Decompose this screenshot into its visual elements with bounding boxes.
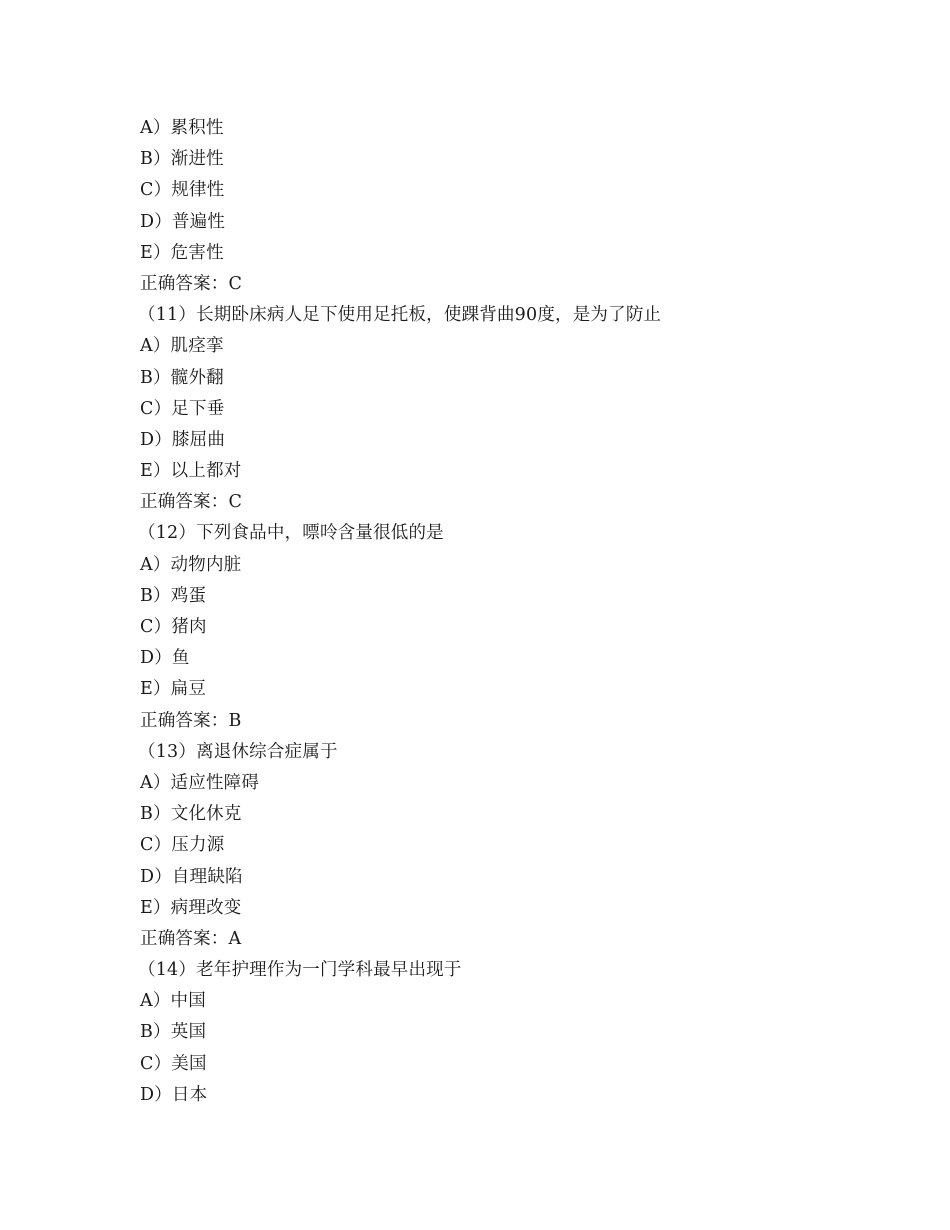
option-line: B）文化休克 <box>140 804 242 825</box>
option-line: A）适应性障碍 <box>140 772 260 793</box>
question-list <box>140 113 860 1111</box>
option-line: B）髋外翻 <box>140 367 224 388</box>
option-line: C）猪肉 <box>140 617 207 637</box>
option-line: D）膝屈曲 <box>140 429 226 450</box>
question-line: （13）离退休综合症属于 <box>138 741 338 762</box>
option-line: A）中国 <box>140 991 206 1012</box>
option-line: A）肌痉挛 <box>140 336 224 357</box>
option-line: C）足下垂 <box>140 398 225 419</box>
answer-line: 正确答案：A <box>140 928 242 949</box>
option-line: C）美国 <box>140 1053 207 1074</box>
option-line: B）英国 <box>140 1022 207 1043</box>
option-line: E）病理改变 <box>140 897 242 918</box>
question-line: （12）下列食品中，嘌呤含量很低的是 <box>138 523 444 544</box>
answer-line: 正确答案：C <box>140 273 243 294</box>
question-line: （14）老年护理作为一门学科最早出现于 <box>138 960 462 981</box>
answer-line: 正确答案：C <box>140 492 243 513</box>
option-line: B）渐进性 <box>140 149 224 170</box>
question-line: （11）长期卧床病人足下使用足托板，使踝背曲90度，是为了防止 <box>138 305 662 326</box>
option-line: E）危害性 <box>140 242 224 263</box>
option-line: E）扁豆 <box>140 679 207 700</box>
option-line: D）自理缺陷 <box>140 866 243 887</box>
option-line: C）压力源 <box>140 835 225 856</box>
option-line: D）日本 <box>140 1084 208 1105</box>
option-line: B）鸡蛋 <box>140 585 207 606</box>
option-line: D）普遍性 <box>140 211 226 232</box>
option-line: C）规律性 <box>140 180 225 201</box>
option-line: E）以上都对 <box>140 461 242 482</box>
option-line: A）动物内脏 <box>140 554 242 575</box>
option-line: D）鱼 <box>140 648 190 669</box>
answer-line: 正确答案：B <box>140 710 242 731</box>
option-line: A）累积性 <box>140 118 224 138</box>
